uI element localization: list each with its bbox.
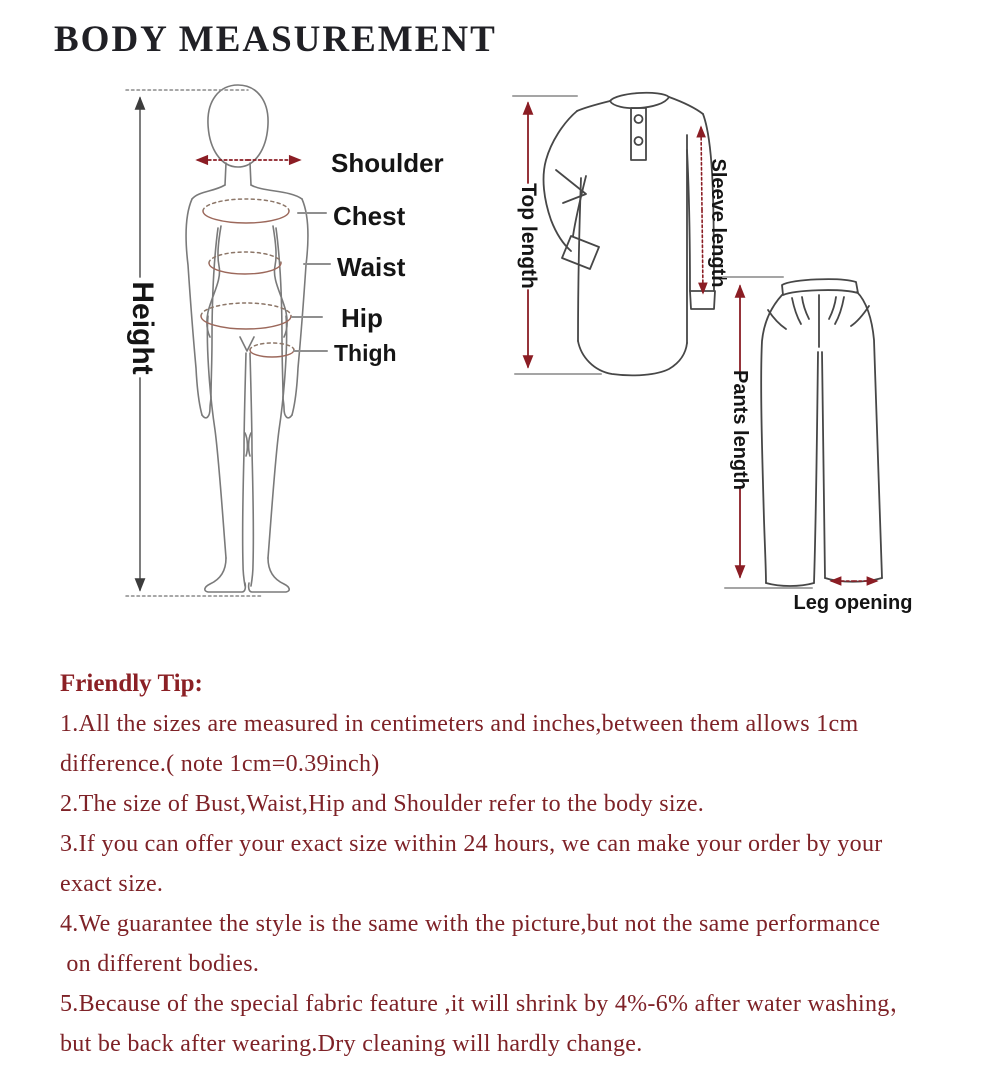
sleeve-length-label: Sleeve length (707, 158, 729, 288)
measurement-diagram (0, 70, 1000, 630)
tip-line: on different bodies. (60, 951, 260, 977)
tip-line: but be back after wearing.Dry cleaning will hardly change. (60, 1031, 643, 1057)
pants-length-label: Pants length (729, 369, 751, 491)
tips-heading: Friendly Tip: (60, 670, 203, 697)
tip-line: difference.( note 1cm=0.39inch) (60, 751, 380, 777)
sleeve-length-arrow (701, 127, 703, 293)
tip-line: exact size. (60, 871, 164, 897)
shoulder-label: Shoulder (331, 148, 444, 178)
pants-outline (761, 279, 882, 586)
tip-line: 5.Because of the special fabric feature ,it will shrink by 4%-6% after water washing， (60, 991, 914, 1017)
hip-ellipse (201, 303, 291, 329)
waist-label: Waist (337, 252, 406, 282)
tip-line: 4.We guarantee the style is the same with the picture,but not the same performance (60, 911, 881, 937)
head-outline (208, 85, 268, 167)
friendly-tips-section (60, 664, 995, 1064)
thigh-label: Thigh (334, 340, 397, 366)
tip-line: 2.The size of Bust,Waist,Hip and Shoulder refer to the body size. (60, 791, 705, 817)
body-figure (126, 85, 444, 596)
top-length-label: Top length (517, 183, 540, 289)
pants-figure (723, 277, 912, 614)
page-title: BODY MEASUREMENT (54, 19, 497, 60)
shirt-figure (513, 93, 729, 376)
thigh-ellipse (250, 343, 294, 357)
chest-label: Chest (333, 201, 406, 231)
tip-line: 1.All the sizes are measured in centimeters and inches,between them allows 1cm (60, 711, 859, 737)
waist-ellipse (209, 252, 281, 274)
tip-line: 3.If you can offer your exact size within 24 hours, we can make your order by your (60, 831, 883, 857)
hip-label: Hip (341, 303, 383, 333)
shirt-buttons (635, 115, 643, 145)
height-label: Height (126, 281, 159, 375)
leg-opening-label: Leg opening (793, 592, 913, 614)
shirt-outline (544, 93, 715, 376)
chest-ellipse (203, 199, 289, 223)
